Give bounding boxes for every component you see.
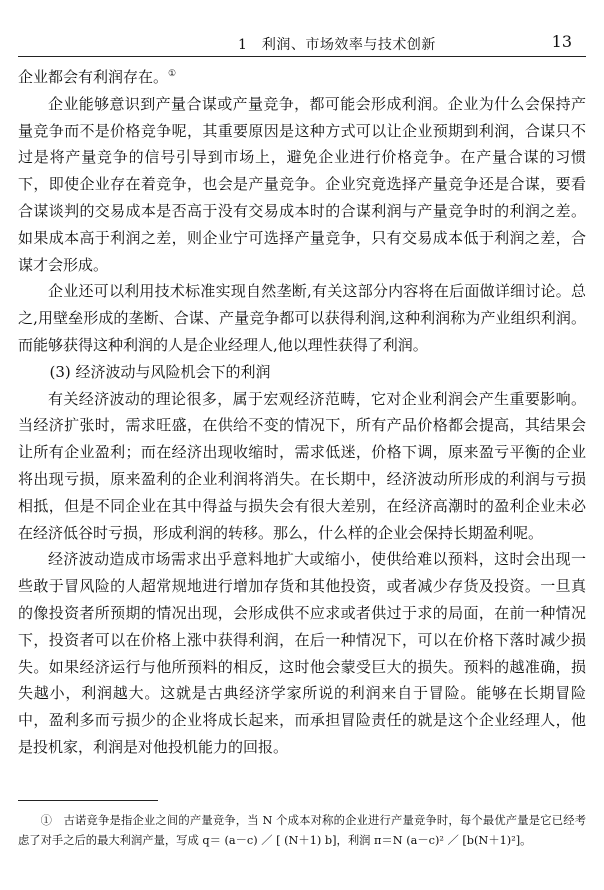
footnote-ref[interactable]: ① (168, 69, 177, 79)
running-header (18, 30, 586, 57)
paragraph-continued (18, 64, 586, 91)
running-title: 1 利润、市场效率与技术创新 (238, 37, 436, 53)
paragraph: 经济波动造成市场需求出乎意料地扩大或缩小，使供给难以预料，这时会出现一些敢于冒风险的人超常规地进行增加存货和其他投资，或者减少存货及投资。一旦真的像投资者所预期的情况出现，会形成供不应求或者供过于求的局面，在前一种情况下，投资者可以在价格上涨中获得利润，在后一种情况下，可以在价格下落时减少损失。如果经济运行与他所预料的相反，这时他会蒙受巨大的损失。预料的越准确，损失越小，利润越大。这就是古典经济学家所说的利润来自于冒险。能够在长期冒险中，盈利多而亏损少的企业将成长起来，而承担冒险责任的就是这个企业经理人，他是投机家，利润是对他投机能力的回报。 (18, 550, 586, 756)
page-number: 13 (551, 32, 572, 51)
paragraph: 企业能够意识到产量合谋或产量竞争，都可能会形成利润。企业为什么会保持产量竞争而不是价格竞争呢，其重要原因是这种方式可以让企业预期到利润，合谋只不过是将产量竞争的信号引导到市场上，避免企业进行价格竞争。在产量合谋的习惯下，即使企业存在着竞争，也会是产量竞争。企业究竟选择产量竞争还是合谋，要看合谋谈判的交易成本是否高于没有交易成本时的合谋利润与产量竞争时的利润之差。如果成本高于利润之差，则企业宁可选择产量竞争，只有交易成本低于利润之差，合谋才会形成。 (18, 94, 586, 274)
footnote: ① 古诺竞争是指企业之间的产量竞争，当 N 个成本对称的企业进行产量竞争时，每个最优产量是它已经考虑了对手之后的最大利润产量，写成 q＝ (a－c) ／ [ (N＋1) b]，利润 π＝N (a－c)² ／ [b(N＋1)²]。 (18, 814, 586, 847)
body-text (18, 64, 586, 761)
paragraph-text: 企业都会有利润存在。 (18, 68, 169, 86)
footnote-divider (18, 800, 158, 801)
paragraph: 企业还可以利用技术标准实现自然垄断,有关这部分内容将在后面做详细讨论。总之,用壁垒形成的垄断、合谋、产量竞争都可以获得利润,这种利润称为产业组织利润。而能够获得这种利润的人是企业经理人,他以理性获得了利润。 (18, 282, 586, 354)
paragraph: 有关经济波动的理论很多，属于宏观经济范畴，它对企业利润会产生重要影响。当经济扩张时，需求旺盛，在供给不变的情况下，所有产品价格都会提高，其结果会让所有企业盈利；而在经济出现收缩时，需求低迷，价格下调，原来盈亏平衡的企业将出现亏损，原来盈利的企业利润将消失。在长期中，经济波动所形成的利润与亏损相抵，但是不同企业在其中得益与损失会有很大差别，在经济高潮时的盈利企业未必在经济低谷时亏损，形成利润的转移。那么，什么样的企业会保持长期盈利呢。 (18, 389, 586, 542)
section-heading: (3) 经济波动与风险机会下的利润 (49, 362, 271, 381)
